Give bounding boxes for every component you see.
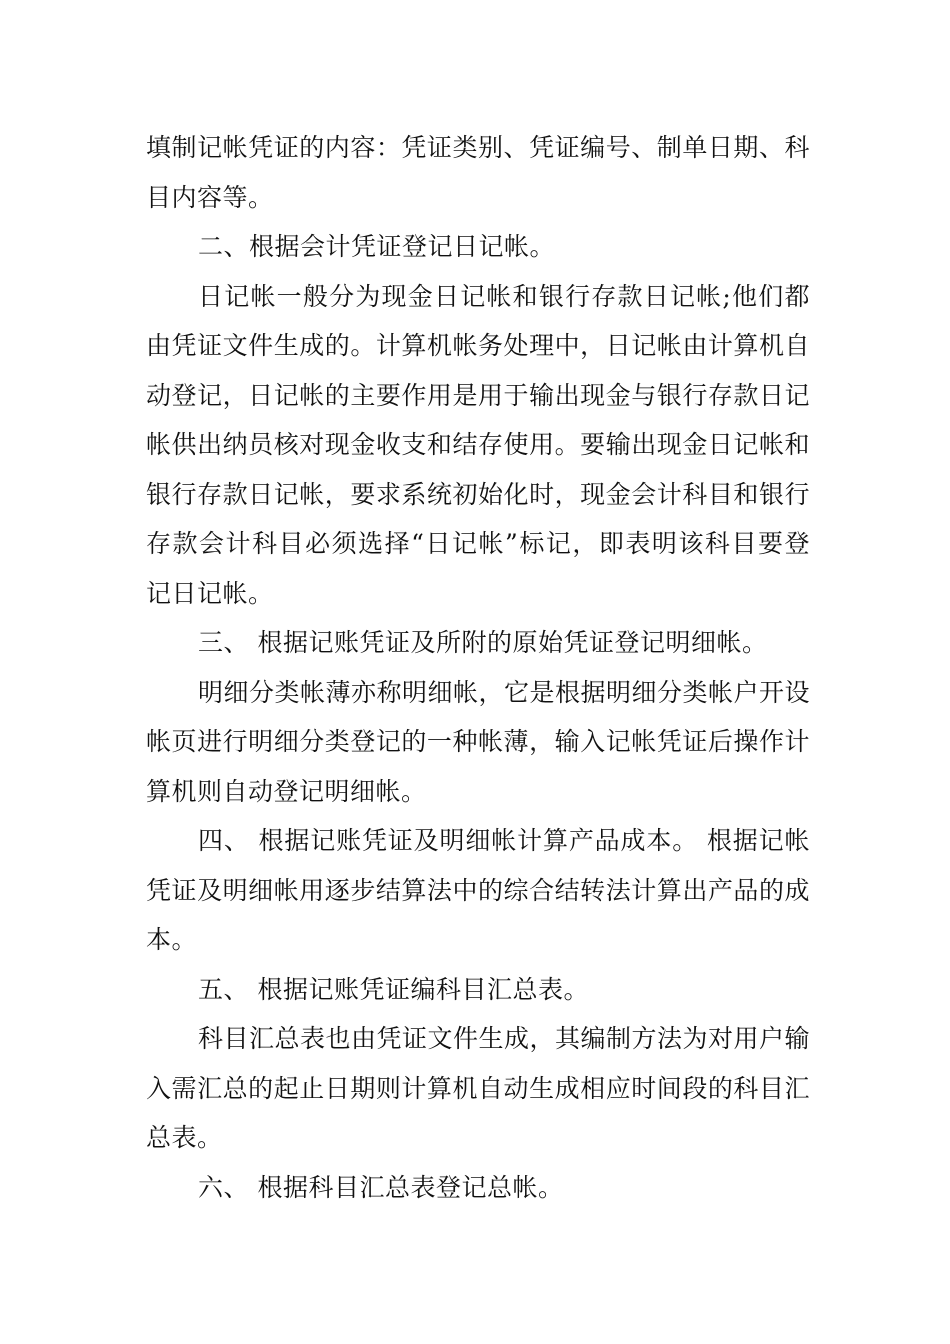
heading-section-4: 四、 根据记账凭证及明细帐计算产品成本。 根据记帐凭证及明细帐用逐步结算法中的综合结转法计算出产品的成本。 xyxy=(146,826,810,954)
paragraph-ledger-detail: 明细分类帐薄亦称明细帐，它是根据明细分类帐户开设帐页进行明细分类登记的一种帐薄，输入记帐凭证后操作计算机则自动登记明细帐。 xyxy=(146,677,811,806)
heading-section-6: 六、 根据科目汇总表登记总帐。 xyxy=(198,1172,564,1202)
document-body xyxy=(146,123,810,1212)
paragraph-journal: 日记帐一般分为现金日记帐和银行存款日记帐;他们都由凭证文件生成的。计算机帐务处理中，日记帐由计算机自动登记，日记帐的主要作用是用于输出现金与银行存款日记帐供出纳员核对现金收支和结存使用。要输出现金日记帐和银行存款日记帐，要求系统初始化时，现金会计科目和银行存款会计科目必须选择“日记帐”标记，即表明该科目要登记日记帐。 xyxy=(146,281,810,608)
paragraph-voucher-content: 填制记帐凭证的内容：凭证类别、凭证编号、制单日期、科目内容等。 xyxy=(146,133,810,212)
heading-section-2: 二、根据会计凭证登记日记帐。 xyxy=(198,232,556,261)
paragraph-summary-table: 科目汇总表也由凭证文件生成，其编制方法为对用户输入需汇总的起止日期则计算机自动生成相应时间段的科目汇总表。 xyxy=(146,1024,811,1152)
heading-section-5: 五、 根据记账凭证编科目汇总表。 xyxy=(198,974,589,1004)
heading-section-3: 三、 根据记账凭证及所附的原始凭证登记明细帐。 xyxy=(198,628,768,657)
